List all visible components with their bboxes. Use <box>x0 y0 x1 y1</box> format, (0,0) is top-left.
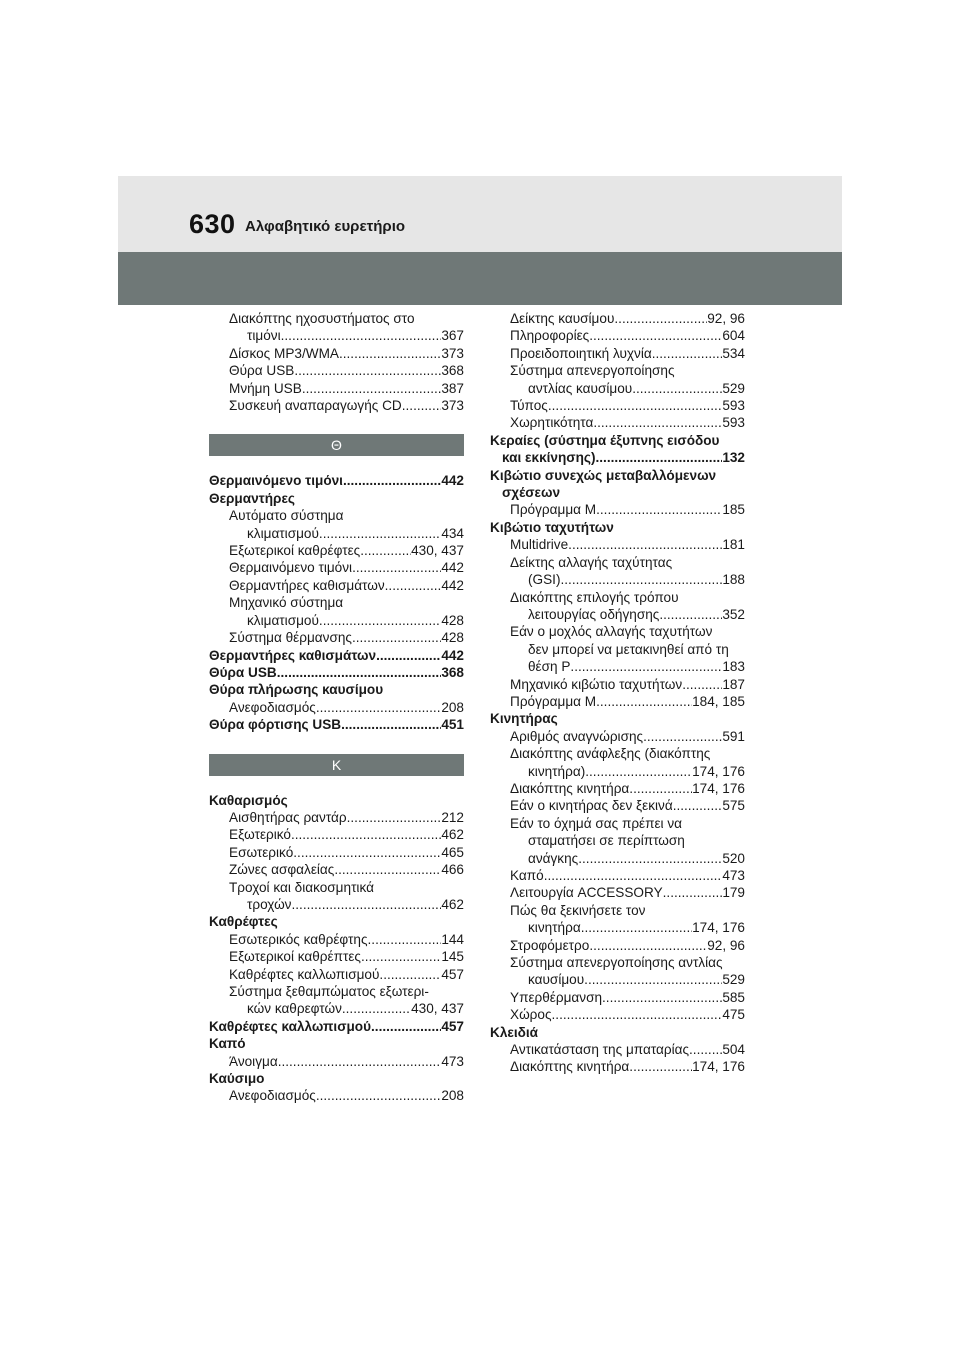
index-subentry: Ζώνες ασφαλείας ..... 466 <box>209 861 464 878</box>
index-subentry-text: Σύστημα απενεργοποίησης <box>510 363 675 379</box>
index-subentry: Εσωτερικός καθρέφτης ..... 144 <box>209 931 464 948</box>
index-subentry: τροχών ..... 462 <box>209 896 464 913</box>
page-ref: 367 <box>441 328 464 344</box>
index-subentry: Συσκευή αναπαραγωγής CD ..... 373 <box>209 397 464 414</box>
index-subentry: Σύστημα θέρμανσης ..... 428 <box>209 629 464 646</box>
index-subentry-text: Δείκτης αλλαγής ταχύτητας <box>510 554 673 570</box>
index-subentry: Διακόπτης κινητήρα ..... 174, 176 <box>490 1058 745 1075</box>
index-subentry: Multidrive ..... 181 <box>490 536 745 553</box>
page-ref: 387 <box>441 380 464 396</box>
index-subentry: Υπερθέρμανση ..... 585 <box>490 989 745 1006</box>
index-subentry: κλιματισμού ..... 428 <box>209 612 464 629</box>
page-ref: 373 <box>441 398 464 414</box>
index-entry: Καπό <box>209 1036 246 1052</box>
index-subentry: Τύπος ..... 593 <box>490 397 745 414</box>
index-subentry: Αριθμός αναγνώρισης ..... 591 <box>490 728 745 745</box>
index-entry: Κιβώτιο συνεχώς μεταβαλλόμενων <box>490 467 717 483</box>
index-subentry-text: Αυτόματο σύστημα <box>229 508 344 524</box>
page-number: 630 <box>189 209 236 239</box>
index-entry: Κλειδιά <box>490 1024 538 1040</box>
index-subentry: Λειτουργία ACCESSORY ..... 179 <box>490 884 745 901</box>
index-subentry: Αντικατάσταση της μπαταρίας ..... 504 <box>490 1041 745 1058</box>
page-ref: 373 <box>441 345 464 361</box>
index-subentry: αντλίας καυσίμου ..... 529 <box>490 380 745 397</box>
index-subentry: Χωρητικότητα ..... 593 <box>490 414 745 431</box>
index-subentry: Χώρος ..... 475 <box>490 1006 745 1023</box>
index-entry: Θύρα USB ..... 368 <box>209 664 464 681</box>
section-header-theta: Θ <box>209 434 464 456</box>
index-subentry: Πληροφορίες ..... 604 <box>490 327 745 344</box>
index-entry: Κιβώτιο ταχυτήτων <box>490 519 614 535</box>
index-subentry: Θερμαινόμενο τιμόνι ..... 442 <box>209 559 464 576</box>
index-subentry: Αισθητήρας ραντάρ ..... 212 <box>209 809 464 826</box>
index-subentry-text: σταματήσει σε περίπτωση <box>528 833 685 849</box>
index-subentry-text: Σύστημα απενεργοποίησης αντλίας <box>510 955 723 971</box>
index-subentry-text: Εάν ο μοχλός αλλαγής ταχυτήτων <box>510 624 713 640</box>
index-entry: Θύρα φόρτισης USB ..... 451 <box>209 716 464 733</box>
index-entry: Θύρα πλήρωσης καυσίμου <box>209 682 384 698</box>
index-subentry: Εξωτερικό ..... 462 <box>209 826 464 843</box>
index-subentry: θέση P ..... 183 <box>490 658 745 675</box>
index-entry: Θερμαντήρες καθισμάτων ..... 442 <box>209 647 464 664</box>
index-entry: Καύσιμο <box>209 1071 265 1087</box>
index-subentry: Ανεφοδιασμός ..... 208 <box>209 1087 464 1104</box>
index-entry: Καθαρισμός <box>209 792 288 808</box>
index-entry: Καθρέφτες <box>209 914 278 930</box>
index-subentry-text: Τροχοί και διακοσμητικά <box>229 879 374 895</box>
index-subentry: ανάγκης ..... 520 <box>490 850 745 867</box>
index-subentry-text: Διακόπτης επιλογής τρόπου <box>510 589 679 605</box>
index-subentry: Εσωτερικό ..... 465 <box>209 844 464 861</box>
index-subentry: Δείκτης καυσίμου ..... 92, 96 <box>490 310 745 327</box>
index-subentry: κινητήρα ..... 174, 176 <box>490 919 745 936</box>
index-subentry-text: Μηχανικό σύστημα <box>229 595 344 611</box>
index-entry: Θερμαντήρες <box>209 490 295 506</box>
index-subentry-text: Διακόπτης ανάφλεξης (διακόπτης <box>510 746 711 762</box>
index-subentry-text: Σύστημα ξεθαμπώματος εξωτερι- <box>229 984 429 999</box>
index-subentry: Ανεφοδιασμός ..... 208 <box>209 699 464 716</box>
index-subentry: (GSI) ..... 188 <box>490 571 745 588</box>
index-subentry: λειτουργίας οδήγησης ..... 352 <box>490 606 745 623</box>
index-entry: Κινητήρας <box>490 711 558 727</box>
index-subentry: Δίσκος MP3/WMA ..... 373 <box>209 345 464 362</box>
page-ref: 368 <box>441 363 464 379</box>
index-subentry-text: Διακόπτης ηχοσυστήματος στο <box>229 311 415 326</box>
index-left-column <box>209 310 464 1105</box>
index-subentry: Μηχανικό κιβώτιο ταχυτήτων ..... 187 <box>490 676 745 693</box>
index-entry: σχέσεων <box>502 485 561 501</box>
index-subentry: Διακόπτης κινητήρα ..... 174, 176 <box>490 780 745 797</box>
index-subentry: Πρόγραμμα M ..... 184, 185 <box>490 693 745 710</box>
index-subentry: κινητήρα) ..... 174, 176 <box>490 763 745 780</box>
index-entry: Καθρέφτες καλλωπισμού ..... 457 <box>209 1018 464 1035</box>
index-subentry: Καπό ..... 473 <box>490 867 745 884</box>
index-subentry: Προειδοποιητική λυχνία ..... 534 <box>490 345 745 362</box>
header-band <box>118 252 842 305</box>
index-subentry: τιμόνι ..... 367 <box>209 327 464 344</box>
index-subentry: Εξωτερικοί καθρέπτες ..... 145 <box>209 948 464 965</box>
index-subentry-text: Εάν το όχημά σας πρέπει να <box>510 815 683 831</box>
index-subentry: Εάν ο κινητήρας δεν ξεκινά ..... 575 <box>490 797 745 814</box>
index-subentry: κών καθρεφτών ..... 430, 437 <box>209 1000 464 1017</box>
index-entry: Θερμαινόμενο τιμόνι ..... 442 <box>209 472 464 489</box>
index-subentry-text: δεν μπορεί να μετακινηθεί από τη <box>528 641 729 657</box>
index-subentry: Εξωτερικοί καθρέφτες ..... 430, 437 <box>209 542 464 559</box>
index-subentry: Καθρέφτες καλλωπισμού ..... 457 <box>209 966 464 983</box>
index-subentry: Πρόγραμμα M ..... 185 <box>490 501 745 518</box>
index-entry: και εκκίνησης) ..... 132 <box>490 449 745 466</box>
index-subentry: Στροφόμετρο ..... 92, 96 <box>490 937 745 954</box>
index-subentry-text: Πώς θα ξεκινήσετε τον <box>510 902 646 918</box>
index-entry: Κεραίες (σύστημα έξυπνης εισόδου <box>490 432 720 448</box>
index-subentry: Μνήμη USB ..... 387 <box>209 380 464 397</box>
section-header-kappa: Κ <box>209 754 464 776</box>
index-right-column <box>490 310 745 1076</box>
index-subentry: Θερμαντήρες καθισμάτων ..... 442 <box>209 577 464 594</box>
index-subentry: Άνοιγμα ..... 473 <box>209 1053 464 1070</box>
index-subentry: καυσίμου ..... 529 <box>490 971 745 988</box>
index-subentry: Θύρα USB ..... 368 <box>209 362 464 379</box>
page-title: Αλφαβητικό ευρετήριο <box>245 218 406 235</box>
index-subentry: κλιματισμού ..... 434 <box>209 525 464 542</box>
